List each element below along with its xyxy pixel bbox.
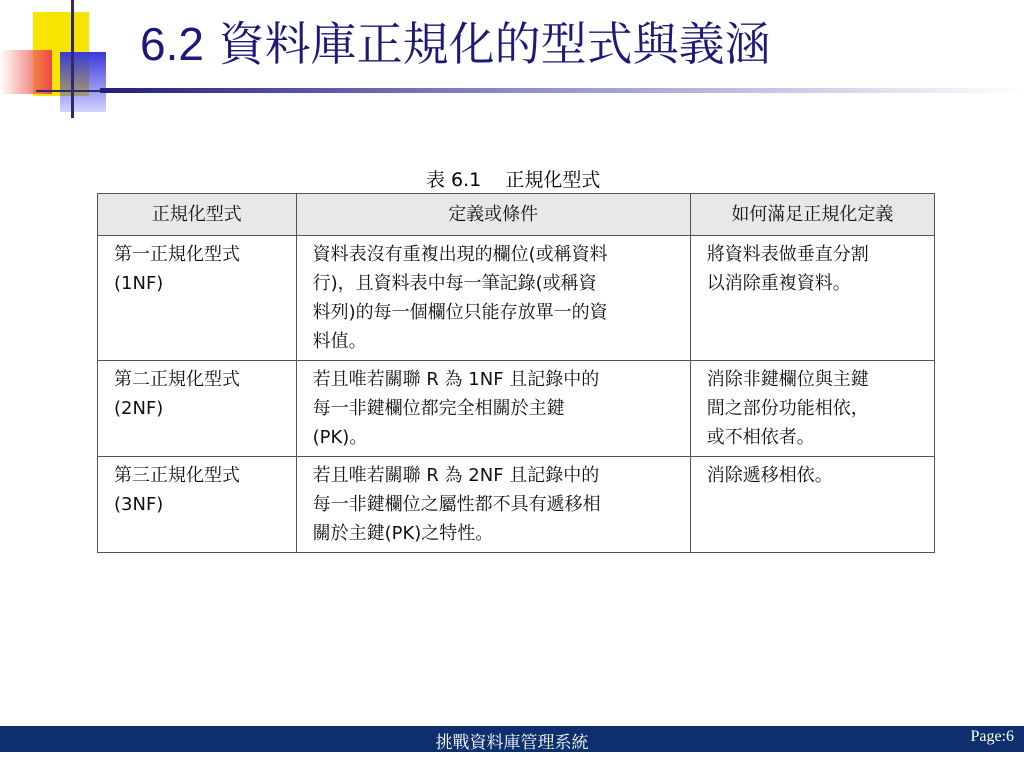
footer-title: 挑戰資料庫管理系統	[435, 733, 589, 753]
cell-definition	[296, 361, 690, 457]
cell-how-line: 或不相依者。	[706, 427, 815, 448]
cell-definition-line: 若且唯若關聯 R 為 1NF 且記錄中的	[312, 369, 600, 390]
column-header-how: 如何滿足正規化定義	[690, 194, 934, 236]
cell-how	[690, 457, 934, 553]
decor-vertical-line	[71, 0, 74, 118]
decor-blue-block	[60, 52, 106, 112]
cell-how-line: 將資料表做垂直分割	[706, 244, 869, 265]
cell-form-line: 第二正規化型式	[114, 369, 240, 390]
cell-form	[98, 361, 297, 457]
table-caption: 表 6.1 正規化型式	[426, 169, 601, 191]
cell-definition-line: 每一非鍵欄位之屬性都不具有遞移相	[312, 494, 601, 515]
slide-title	[140, 8, 771, 74]
table-row	[98, 457, 935, 553]
normal-forms-table	[97, 193, 935, 553]
cell-form	[98, 236, 297, 361]
cell-how-line: 間之部份功能相依，	[706, 398, 869, 419]
footer-bar	[0, 726, 1024, 752]
cell-definition-line: 每一非鍵欄位都完全相關於主鍵	[312, 398, 565, 419]
cell-how-line: 以消除重複資料。	[706, 273, 851, 294]
column-header-definition: 定義或條件	[296, 194, 690, 236]
cell-form-line: 第一正規化型式	[114, 244, 240, 265]
title-underline	[100, 88, 1024, 93]
table-header-row	[98, 194, 935, 236]
table-row	[98, 236, 935, 361]
column-header-form: 正規化型式	[98, 194, 297, 236]
cell-how	[690, 236, 934, 361]
cell-form-line: (3NF)	[114, 494, 164, 515]
decor-red-block	[0, 50, 52, 94]
cell-form-line: (1NF)	[114, 273, 164, 294]
cell-definition-line: 若且唯若關聯 R 為 2NF 且記錄中的	[312, 465, 600, 486]
slide-title-number: 6.2	[140, 18, 204, 70]
cell-form-line: (2NF)	[114, 398, 164, 419]
cell-how-line: 消除非鍵欄位與主鍵	[706, 369, 869, 390]
table-row	[98, 361, 935, 457]
cell-definition	[296, 236, 690, 361]
cell-definition-line: 行)，且資料表中每一筆記錄(或稱資	[312, 273, 597, 294]
cell-definition-line: (PK)。	[312, 427, 368, 448]
cell-definition	[296, 457, 690, 553]
cell-definition-line: 料列)的每一個欄位只能存放單一的資	[312, 302, 608, 323]
cell-form	[98, 457, 297, 553]
cell-definition-line: 料值。	[312, 331, 367, 352]
slide-title-text: 資料庫正規化的型式與義涵	[218, 17, 771, 71]
cell-how-line: 消除遞移相依。	[706, 465, 833, 486]
cell-how	[690, 361, 934, 457]
cell-definition-line: 資料表沒有重複出現的欄位(或稱資料	[312, 244, 608, 265]
cell-form-line: 第三正規化型式	[114, 465, 240, 486]
cell-definition-line: 關於主鍵(PK)之特性。	[312, 523, 494, 544]
page-number: Page:6	[970, 728, 1014, 745]
